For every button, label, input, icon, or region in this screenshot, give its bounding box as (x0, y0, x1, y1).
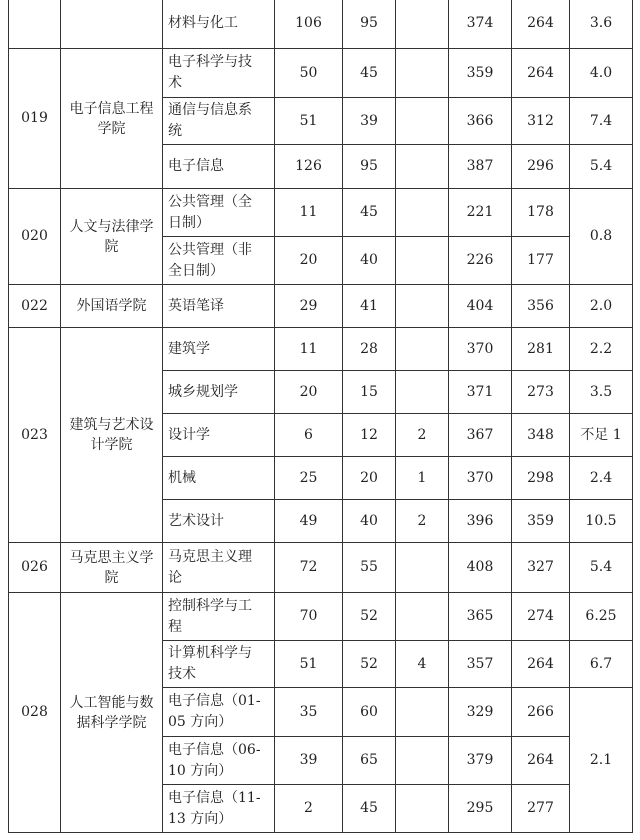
value-cell: 264 (512, 0, 570, 49)
value-cell: 348 (512, 414, 570, 457)
table-row (9, 543, 633, 593)
value-cell: 29 (275, 285, 343, 328)
value-cell: 不足 1 (570, 414, 633, 457)
value-cell: 51 (275, 98, 343, 145)
value-cell: 5.4 (570, 145, 633, 189)
value-cell: 51 (275, 641, 343, 688)
value-cell: 359 (512, 500, 570, 543)
value-cell: 60 (343, 688, 396, 737)
value-cell: 370 (449, 457, 512, 500)
major-name: 电子信息 (163, 145, 275, 189)
college-code: 022 (9, 285, 61, 328)
value-cell: 6.25 (570, 593, 633, 641)
value-cell (396, 593, 449, 641)
value-cell: 3.5 (570, 371, 633, 414)
college-name: 建筑与艺术设计学院 (61, 328, 163, 543)
value-cell: 370 (449, 328, 512, 371)
value-cell: 35 (275, 688, 343, 737)
major-name: 电子科学与技术 (163, 49, 275, 98)
value-cell (396, 785, 449, 833)
value-cell: 2.1 (570, 688, 633, 833)
value-cell: 20 (275, 237, 343, 285)
value-cell (396, 237, 449, 285)
major-name: 机械 (163, 457, 275, 500)
value-cell: 264 (512, 641, 570, 688)
value-cell: 95 (343, 145, 396, 189)
value-cell: 226 (449, 237, 512, 285)
value-cell: 365 (449, 593, 512, 641)
major-name: 电子信息（06-10 方向） (163, 737, 275, 785)
major-name: 公共管理（全日制） (163, 189, 275, 237)
table-row (9, 0, 633, 49)
value-cell: 273 (512, 371, 570, 414)
value-cell: 55 (343, 543, 396, 593)
value-cell: 266 (512, 688, 570, 737)
value-cell: 298 (512, 457, 570, 500)
college-code: 019 (9, 49, 61, 189)
value-cell: 45 (343, 189, 396, 237)
major-name: 英语笔译 (163, 285, 275, 328)
value-cell: 2 (396, 500, 449, 543)
value-cell: 296 (512, 145, 570, 189)
value-cell: 408 (449, 543, 512, 593)
value-cell: 12 (343, 414, 396, 457)
major-name: 城乡规划学 (163, 371, 275, 414)
value-cell: 11 (275, 189, 343, 237)
college-code: 026 (9, 543, 61, 593)
value-cell: 28 (343, 328, 396, 371)
admissions-table (8, 0, 633, 833)
college-name: 电子信息工程学院 (61, 49, 163, 189)
table-row (9, 285, 633, 328)
college-code: 028 (9, 593, 61, 833)
value-cell: 40 (343, 237, 396, 285)
major-name: 设计学 (163, 414, 275, 457)
value-cell: 52 (343, 641, 396, 688)
value-cell: 10.5 (570, 500, 633, 543)
value-cell: 41 (343, 285, 396, 328)
value-cell: 3.6 (570, 0, 633, 49)
major-name: 建筑学 (163, 328, 275, 371)
value-cell: 367 (449, 414, 512, 457)
value-cell (396, 328, 449, 371)
college-name: 人文与法律学院 (61, 189, 163, 285)
value-cell (396, 145, 449, 189)
value-cell: 25 (275, 457, 343, 500)
value-cell: 15 (343, 371, 396, 414)
major-name: 马克思主义理论 (163, 543, 275, 593)
value-cell: 274 (512, 593, 570, 641)
value-cell: 357 (449, 641, 512, 688)
table-row (9, 189, 633, 237)
value-cell: 404 (449, 285, 512, 328)
value-cell: 221 (449, 189, 512, 237)
college-name: 外国语学院 (61, 285, 163, 328)
value-cell: 371 (449, 371, 512, 414)
value-cell: 0.8 (570, 189, 633, 285)
major-name: 通信与信息系统 (163, 98, 275, 145)
value-cell: 359 (449, 49, 512, 98)
value-cell (396, 98, 449, 145)
value-cell: 6 (275, 414, 343, 457)
value-cell (396, 688, 449, 737)
value-cell: 11 (275, 328, 343, 371)
value-cell: 45 (343, 785, 396, 833)
value-cell: 387 (449, 145, 512, 189)
value-cell: 45 (343, 49, 396, 98)
college-name (61, 0, 163, 49)
value-cell: 4.0 (570, 49, 633, 98)
value-cell: 52 (343, 593, 396, 641)
value-cell: 20 (343, 457, 396, 500)
value-cell: 366 (449, 98, 512, 145)
value-cell: 39 (275, 737, 343, 785)
value-cell: 40 (343, 500, 396, 543)
value-cell: 374 (449, 0, 512, 49)
value-cell: 65 (343, 737, 396, 785)
value-cell: 379 (449, 737, 512, 785)
value-cell: 106 (275, 0, 343, 49)
value-cell: 95 (343, 0, 396, 49)
value-cell: 178 (512, 189, 570, 237)
value-cell: 126 (275, 145, 343, 189)
major-name: 材料与化工 (163, 0, 275, 49)
value-cell: 2 (396, 414, 449, 457)
value-cell: 2.2 (570, 328, 633, 371)
major-name: 计算机科学与技术 (163, 641, 275, 688)
value-cell: 327 (512, 543, 570, 593)
table-row (9, 593, 633, 641)
value-cell: 329 (449, 688, 512, 737)
college-name: 人工智能与数据科学学院 (61, 593, 163, 833)
major-name: 艺术设计 (163, 500, 275, 543)
value-cell (396, 543, 449, 593)
value-cell: 264 (512, 737, 570, 785)
value-cell: 72 (275, 543, 343, 593)
college-code: 023 (9, 328, 61, 543)
value-cell (396, 371, 449, 414)
value-cell: 2.4 (570, 457, 633, 500)
value-cell (396, 49, 449, 98)
value-cell: 2 (275, 785, 343, 833)
value-cell (396, 189, 449, 237)
major-name: 控制科学与工程 (163, 593, 275, 641)
value-cell: 295 (449, 785, 512, 833)
value-cell: 356 (512, 285, 570, 328)
major-name: 电子信息（01-05 方向） (163, 688, 275, 737)
value-cell: 50 (275, 49, 343, 98)
major-name: 公共管理（非全日制） (163, 237, 275, 285)
value-cell: 70 (275, 593, 343, 641)
value-cell: 49 (275, 500, 343, 543)
value-cell: 1 (396, 457, 449, 500)
college-code: 020 (9, 189, 61, 285)
table-row (9, 328, 633, 371)
value-cell: 312 (512, 98, 570, 145)
value-cell: 4 (396, 641, 449, 688)
value-cell: 39 (343, 98, 396, 145)
value-cell (396, 285, 449, 328)
value-cell: 7.4 (570, 98, 633, 145)
value-cell: 264 (512, 49, 570, 98)
value-cell: 2.0 (570, 285, 633, 328)
major-name: 电子信息（11-13 方向） (163, 785, 275, 833)
value-cell: 5.4 (570, 543, 633, 593)
value-cell: 177 (512, 237, 570, 285)
value-cell: 20 (275, 371, 343, 414)
value-cell: 6.7 (570, 641, 633, 688)
value-cell: 281 (512, 328, 570, 371)
college-name: 马克思主义学院 (61, 543, 163, 593)
value-cell (396, 737, 449, 785)
value-cell: 396 (449, 500, 512, 543)
college-code (9, 0, 61, 49)
table-row (9, 49, 633, 98)
value-cell: 277 (512, 785, 570, 833)
value-cell (396, 0, 449, 49)
